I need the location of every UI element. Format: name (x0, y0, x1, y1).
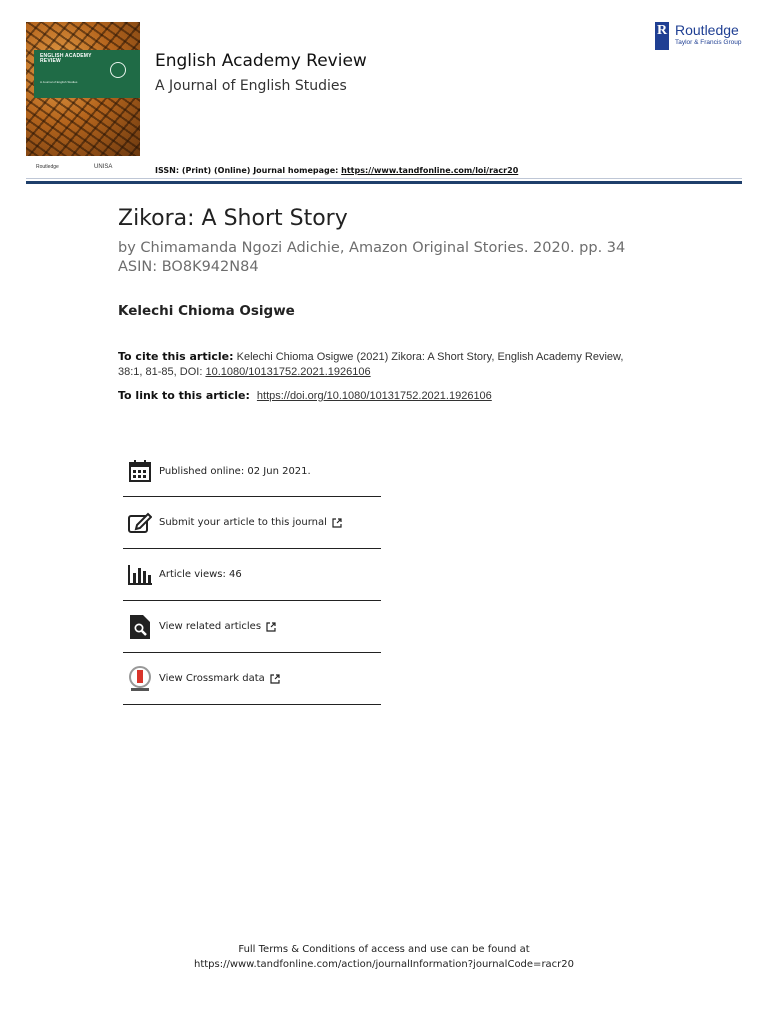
crossmark-row[interactable] (123, 653, 381, 705)
cover-seal-icon (110, 62, 126, 78)
publisher-name: Routledge (675, 22, 739, 38)
publisher-group: Taylor & Francis Group (675, 39, 742, 46)
cite-label: To cite this article: (118, 350, 234, 363)
journal-cover (26, 22, 140, 176)
cover-publisher-right: UNISA (94, 164, 113, 170)
cover-title-band (34, 50, 140, 98)
cover-title: ENGLISH ACADEMY REVIEW (40, 53, 92, 64)
terms-footer (0, 942, 768, 972)
terms-url[interactable]: https://www.tandfonline.com/action/journalInformation?journalCode=racr20 (193, 959, 575, 970)
search-document-icon (127, 614, 153, 640)
journal-homepage-link[interactable]: https://www.tandfonline.com/loi/racr20 (341, 166, 519, 175)
issn-line (155, 166, 518, 175)
article-link (118, 389, 492, 402)
external-link-icon (332, 513, 342, 532)
article-author: Kelechi Chioma Osigwe (118, 303, 295, 319)
journal-title: English Academy Review (155, 51, 367, 71)
edit-icon (127, 510, 153, 536)
article-doi-link[interactable]: https://doi.org/10.1080/10131752.2021.1926106 (256, 390, 492, 402)
cover-publisher-strip (26, 156, 140, 176)
crossmark-link[interactable]: View Crossmark data (159, 673, 265, 684)
related-articles-link[interactable]: View related articles (159, 621, 262, 632)
cover-publisher-left: Routledge (36, 164, 59, 170)
published-row (123, 446, 381, 497)
bar-chart-icon (127, 562, 153, 588)
cover-subtitle: A Journal of English Studies (40, 80, 78, 84)
submit-article-link[interactable]: Submit your article to this journal (159, 517, 327, 528)
submit-row[interactable] (123, 497, 381, 549)
article-info-list (123, 446, 381, 705)
link-label: To link to this article: (118, 389, 250, 402)
crossmark-icon (127, 666, 153, 692)
views-row (123, 549, 381, 601)
header-rule (26, 181, 742, 184)
cite-text: Kelechi Chioma Osigwe (2021) Zikora: A Short Story, English Academy Review, 38:1, 81-85, DOI: (118, 351, 624, 378)
article-subtitle: by Chimamanda Ngozi Adichie, Amazon Original Stories. 2020. pp. 34 ASIN: BO8K942N84 (118, 240, 626, 275)
article-title: Zikora: A Short Story (118, 206, 348, 231)
cite-doi-link[interactable]: 10.1080/10131752.2021.1926106 (205, 366, 371, 378)
external-link-icon (270, 669, 280, 688)
issn-label: ISSN: (Print) (Online) Journal homepage: (155, 166, 339, 175)
published-date: Published online: 02 Jun 2021. (159, 465, 311, 477)
calendar-icon (127, 458, 153, 484)
terms-line: Full Terms & Conditions of access and use can be found at (238, 944, 530, 955)
journal-subtitle: A Journal of English Studies (155, 78, 347, 94)
header-rule-thin (26, 178, 742, 179)
routledge-r-icon: R (655, 22, 669, 50)
article-views: Article views: 46 (159, 569, 242, 580)
routledge-logo[interactable] (655, 22, 747, 52)
citation (118, 349, 638, 380)
external-link-icon (266, 617, 276, 636)
related-row[interactable] (123, 601, 381, 653)
